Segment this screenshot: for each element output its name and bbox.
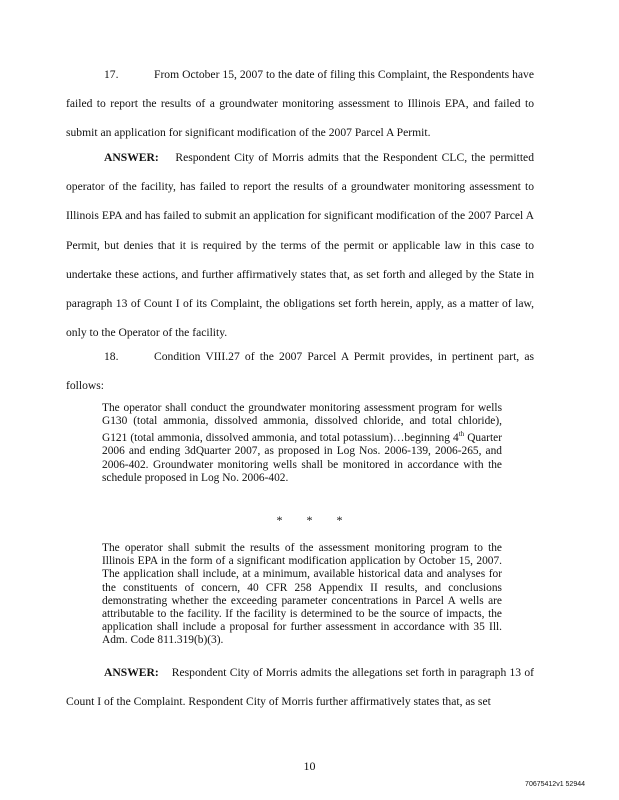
block-quote-2 <box>102 542 502 648</box>
paragraph-18 <box>66 342 534 400</box>
document-id: 70675412v1 52944 <box>525 781 585 788</box>
block-quote-1 <box>102 402 502 485</box>
answer-label: ANSWER: <box>104 666 159 679</box>
answer-label: ANSWER: <box>104 151 159 164</box>
quote-1-text-start: The operator shall conduct the groundwater monitoring assessment program for wells G130 (total ammonia, dissolved ammonia, dissolved chloride, and total chloride), G121 (total ammonia, dissolved ammonia, and total potassium)…beginning 4 <box>102 402 502 445</box>
ordinal-suffix: th <box>458 430 465 439</box>
answer-paragraph-1 <box>66 143 534 347</box>
paragraph-18-text: Condition VIII.27 of the 2007 Parcel A Permit provides, in pertinent part, as follows: <box>66 350 534 393</box>
answer-paragraph-2 <box>66 658 534 716</box>
asterisk: * <box>306 513 313 527</box>
answer-1-text: Respondent City of Morris admits that the Respondent CLC, the permitted operator of the facility, has failed to report the results of a groundwater monitoring assessment to Illinois EPA and has failed to submit an application for significant modification of the 2007 Parcel A Permit, but denies that it is required by the terms of the permit or applicable law in this case to undertake these actions, and further affirmatively states that, as set forth and alleged by the State in paragraph 13 of Count I of its Complaint, the obligations set forth herein, apply, as a matter of law, only to the Operator of the facility. <box>66 151 534 340</box>
quote-1-text-end: Quarter 2006 and ending 3dQuarter 2007, as proposed in Log Nos. 2006-139, 2006-265, and 2006-402. Groundwater monitoring wells shall be monitored in accordance with the schedule proposed in Log No. 2006-402. <box>102 432 502 484</box>
asterisk: * <box>336 513 343 527</box>
page-number: 10 <box>303 759 316 773</box>
paragraph-17 <box>66 60 534 148</box>
asterisk: * <box>276 513 283 527</box>
section-break-asterisks <box>0 513 619 528</box>
paragraph-number: 17. <box>104 68 119 81</box>
answer-2-text: Respondent City of Morris admits the allegations set forth in paragraph 13 of Count I of the Complaint. Respondent City of Morris further affirmatively states that, as set <box>66 666 534 709</box>
quote-2-text: The operator shall submit the results of the assessment monitoring program to the Illinois EPA in the form of a significant modification application by October 15, 2007. The application shall include, at a minimum, available historical data and analyses for the constituents of concern, 40 CFR 258 Appendix II results, and conclusions demonstrating whether the exceeding parameter concentrations in Parcel A wells are attributable to the facility. If the facility is determined to be the source of impacts, the application shall include a proposal for further assessment in accordance with 35 Ill. Adm. Code 811.319(b)(3). <box>102 542 502 647</box>
paragraph-17-text: From October 15, 2007 to the date of filing this Complaint, the Respondents have failed to report the results of a groundwater monitoring assessment to Illinois EPA, and failed to submit an application for significant modification of the 2007 Parcel A Permit. <box>66 68 534 140</box>
paragraph-number: 18. <box>104 350 119 363</box>
